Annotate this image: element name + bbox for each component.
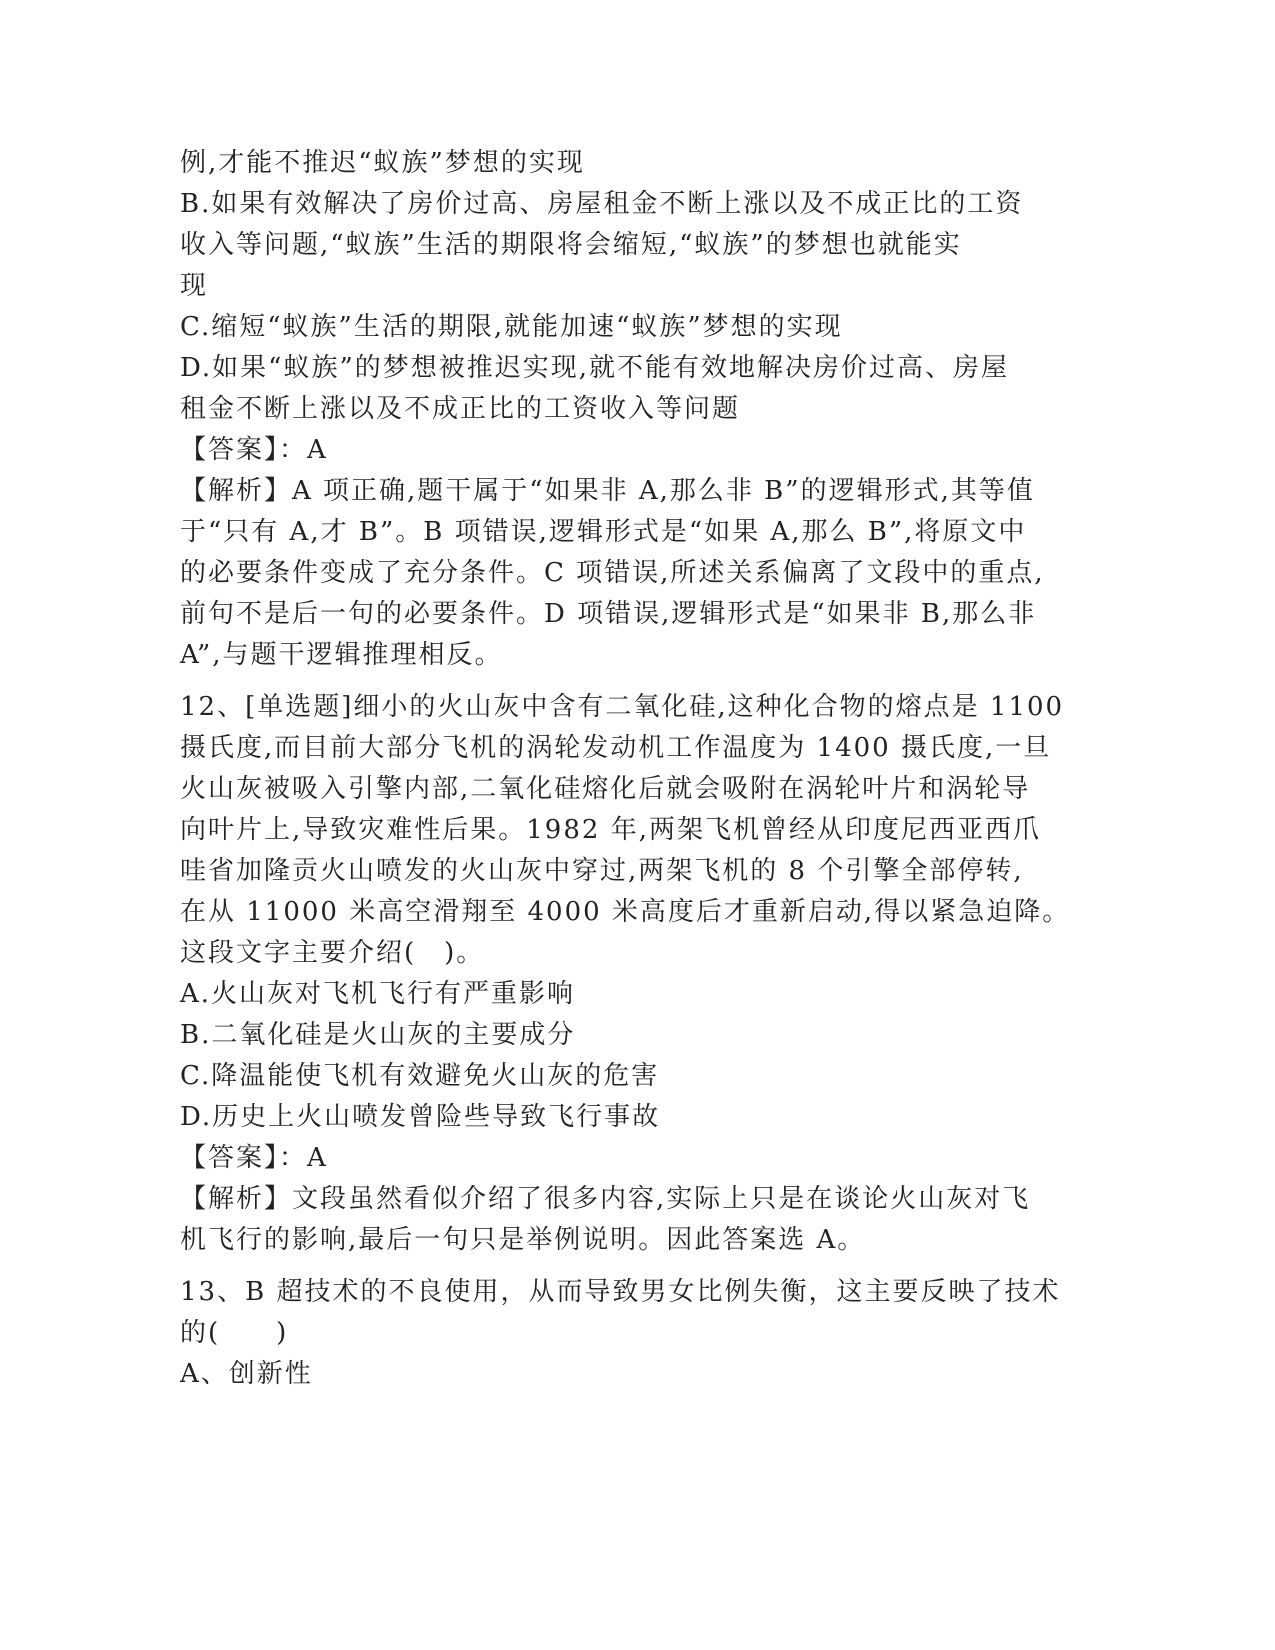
option-c: C.降温能使飞机有效避免火山灰的危害 <box>180 1061 660 1091</box>
question-stem: 火山灰被吸入引擎内部,二氧化硅熔化后就会吸附在涡轮叶片和涡轮导 <box>180 774 1031 804</box>
document-page <box>180 143 1071 1395</box>
option-a: A.火山灰对飞机飞行有严重影响 <box>180 979 576 1009</box>
option-d: D.如果“蚁族”的梦想被推迟实现,就不能有效地解决房价过高、房屋 <box>180 353 1010 383</box>
analysis-text: 【解析】文段虽然看似介绍了很多内容,实际上只是在谈论火山灰对飞 <box>180 1184 1031 1214</box>
question-12 <box>180 687 1071 1261</box>
question-stem: 13、B 超技术的不良使用，从而导致男女比例失衡，这主要反映了技术 <box>180 1277 1061 1307</box>
question-stem: 向叶片上,导致灾难性后果。1982 年,两架飞机曾经从印度尼西亚西爪 <box>180 815 1041 845</box>
analysis-text: 【解析】A 项正确,题干属于“如果非 A,那么非 B”的逻辑形式,其等值 <box>180 476 1035 506</box>
option-d: D.历史上火山喷发曾险些导致飞行事故 <box>180 1102 661 1132</box>
text-line: 租金不断上涨以及不成正比的工资收入等问题 <box>180 394 741 424</box>
analysis-text: 前句不是后一句的必要条件。D 项错误,逻辑形式是“如果非 B,那么非 <box>180 599 1037 629</box>
text-line: 收入等问题,“蚁族”生活的期限将会缩短,“蚁族”的梦想也就能实 <box>180 230 962 260</box>
text-line: 现 <box>180 271 209 301</box>
question-stem: 在从 11000 米高空滑翔至 4000 米高度后才重新启动,得以紧急迫降。 <box>180 897 1071 927</box>
analysis-text: 的必要条件变成了充分条件。C 项错误,所述关系偏离了文段中的重点, <box>180 558 1045 588</box>
answer-label: 【答案】：A <box>180 1143 328 1173</box>
text-line: 例,才能不推迟“蚁族”梦想的实现 <box>180 148 585 178</box>
question-stem: 摄氏度,而目前大部分飞机的涡轮发动机工作温度为 1400 摄氏度,一旦 <box>180 733 1052 763</box>
answer-label: 【答案】：A <box>180 435 328 465</box>
analysis-text: 机飞行的影响,最后一句只是举例说明。因此答案选 A。 <box>180 1225 866 1255</box>
option-b: B.如果有效解决了房价过高、房屋租金不断上涨以及不成正比的工资 <box>180 189 1024 219</box>
question-stem: 哇省加隆贡火山喷发的火山灰中穿过,两架飞机的 8 个引擎全部停转, <box>180 856 1024 886</box>
question-stem: 的( ) <box>180 1318 289 1348</box>
question-11-continuation <box>180 143 1045 676</box>
option-a: A、创新性 <box>180 1359 313 1389</box>
analysis-text: 于“只有 A,才 B”。B 项错误,逻辑形式是“如果 A,那么 B”,将原文中 <box>180 517 1027 547</box>
question-prompt: 这段文字主要介绍( )。 <box>180 938 485 968</box>
analysis-text: A”,与题干逻辑推理相反。 <box>180 640 503 670</box>
option-c: C.缩短“蚁族”生活的期限,就能加速“蚁族”梦想的实现 <box>180 312 843 342</box>
option-b: B.二氧化硅是火山灰的主要成分 <box>180 1020 576 1050</box>
question-stem: 12、[单选题]细小的火山灰中含有二氧化硅,这种化合物的熔点是 1100 <box>180 692 1065 722</box>
question-13 <box>180 1272 1061 1395</box>
